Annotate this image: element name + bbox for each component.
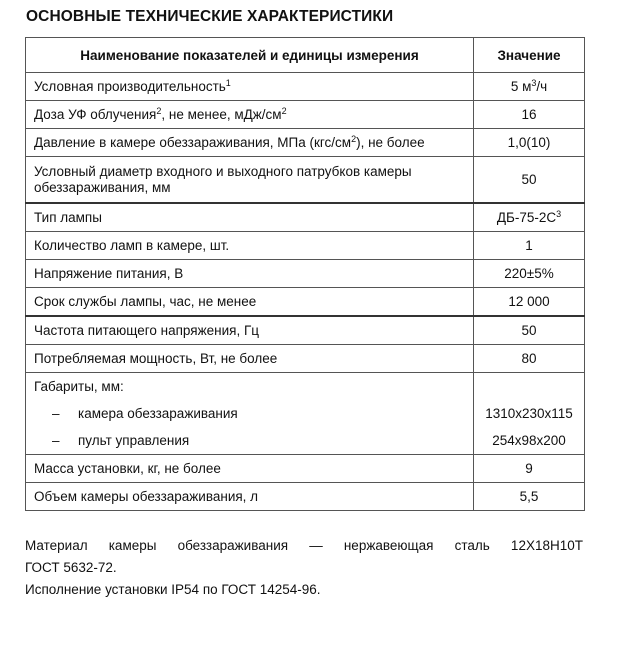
table-row [26, 455, 585, 483]
table-row [26, 101, 585, 129]
row-value: 1 [474, 232, 585, 260]
table-row [26, 427, 585, 455]
row-value: 9 [474, 455, 585, 483]
dash-mark: – [52, 433, 60, 448]
footer-line-1: Материал камеры обеззараживания — нержавеющая сталь 12Х18Н10Т [25, 538, 583, 553]
row-value: 1310x230x115 [474, 400, 585, 427]
row-param: – пульт управления [26, 427, 474, 455]
footer-line-2: ГОСТ 5632-72. [25, 560, 117, 575]
row-value: 5 $м^3/ч$ [474, 73, 585, 101]
header-value: Значение [474, 38, 585, 73]
row-value [474, 373, 585, 401]
specs-table [25, 37, 585, 511]
table-row [26, 400, 585, 427]
row-value: $ДБ-75-2С^3$ [474, 203, 585, 232]
row-value: 1,0(10) [474, 129, 585, 157]
row-param: Объем камеры обеззараживания, л [26, 483, 474, 511]
row-value: 80 [474, 345, 585, 373]
row-param: Условная производительность$^1$ [26, 73, 474, 101]
row-param: Срок службы лампы, час, не менее [26, 288, 474, 317]
table-header-row [26, 38, 585, 73]
row-param: Частота питающего напряжения, Гц [26, 316, 474, 345]
row-value: 254x98x200 [474, 427, 585, 455]
dash-mark: – [52, 406, 60, 421]
table-row [26, 157, 585, 204]
table-row [26, 345, 585, 373]
row-param: Габариты, мм: [26, 373, 474, 401]
footer-line-3: Исполнение установки IP54 по ГОСТ 14254-96. [25, 582, 321, 597]
table-row [26, 203, 585, 232]
table-row [26, 316, 585, 345]
row-value: 50 [474, 316, 585, 345]
row-value: 12 000 [474, 288, 585, 317]
row-param: Масса установки, кг, не более [26, 455, 474, 483]
row-value: 5,5 [474, 483, 585, 511]
table-row [26, 373, 585, 401]
row-param: Условный диаметр входного и выходного патрубков камеры обеззараживания, мм [26, 157, 474, 204]
section-title: ОСНОВНЫЕ ТЕХНИЧЕСКИЕ ХАРАКТЕРИСТИКИ [26, 8, 394, 25]
table-row [26, 232, 585, 260]
header-param: Наименование показателей и единицы измерения [26, 38, 474, 73]
row-value: 50 [474, 157, 585, 204]
footer-notes [25, 535, 583, 601]
row-param: Тип лампы [26, 203, 474, 232]
table-row [26, 129, 585, 157]
row-value: 16 [474, 101, 585, 129]
row-param: Доза УФ облучения$^2$, не менее, мДж/$см^2$ [26, 101, 474, 129]
row-param: Давление в камере обеззараживания, МПа $(кгс/см^2)$, не более [26, 129, 474, 157]
row-param: – камера обеззараживания [26, 400, 474, 427]
table-row [26, 260, 585, 288]
row-param: Напряжение питания, В [26, 260, 474, 288]
row-param: Количество ламп в камере, шт. [26, 232, 474, 260]
row-param: Потребляемая мощность, Вт, не более [26, 345, 474, 373]
row-value: 220±5% [474, 260, 585, 288]
table-row [26, 288, 585, 317]
table-row [26, 73, 585, 101]
table-row [26, 483, 585, 511]
